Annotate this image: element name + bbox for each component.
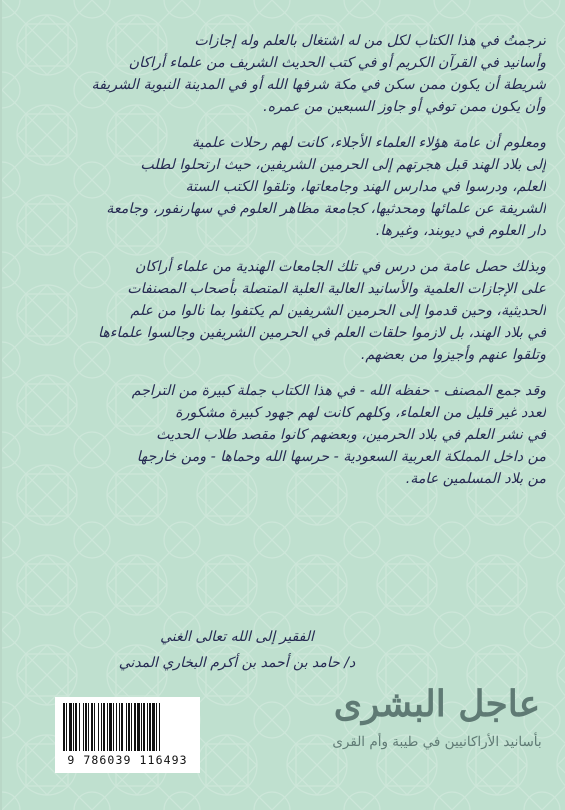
- text-line: وأن يكون ممن توفي أو جاوز السبعين من عمره.: [263, 99, 546, 115]
- text-line: إلى بلاد الهند قبل هجرتهم إلى الحرمين الشريفين، حيث ارتحلوا لطلب: [140, 157, 546, 173]
- text-line: الشريفة عن علمائها ومحدثيها، كجامعة مظاهر العلوم في سهارنفور، وجامعة: [106, 201, 546, 217]
- barcode-bars: [61, 703, 194, 751]
- signature-line-2: د/ حامد بن أحمد بن أكرم البخاري المدني: [118, 655, 356, 671]
- paragraph-2: [86, 132, 546, 242]
- text-line: على الإجازات العلمية والأسانيد العالية العلية المتصلة بأصحاب المصنفات: [127, 281, 546, 297]
- text-line: وأسانيد في القرآن الكريم أو في كتب الحديث الشريف من علماء أراكان: [128, 55, 546, 71]
- isbn-barcode: [55, 697, 200, 773]
- text-line: في بلاد الهند، بل لازموا حلقات العلم في الحرمين الشريفين وجالسوا علماءها: [98, 325, 546, 341]
- paragraph-4: [86, 380, 546, 490]
- text-line: من بلاد المسلمين عامة.: [405, 471, 546, 487]
- text-line: وقد جمع المصنف - حفظه الله - في هذا الكتاب جملة كبيرة من التراجم: [131, 383, 546, 399]
- text-line: دار العلوم في ديوبند، وغيرها.: [375, 223, 546, 239]
- book-title-logo: [332, 680, 542, 780]
- text-line: من داخل المملكة العربية السعودية - حرسها الله وحماها - ومن خارجها: [136, 449, 546, 465]
- text-line: وتلقوا عنهم وأجيزوا من بعضهم.: [360, 347, 546, 363]
- text-line: الحديثية، وحين قدموا إلى الحرمين الشريفين لم يكتفوا بما نالوا من علم: [130, 303, 546, 319]
- signature-line-1: الفقير إلى الله تعالى الغني: [160, 629, 314, 645]
- paragraph-3: [86, 256, 546, 366]
- text-line: لعدد غير قليل من العلماء، وكلهم كانت لهم جهود كبيرة مشكورة: [175, 405, 546, 421]
- paragraph-1: [86, 30, 546, 118]
- handwritten-text: [86, 30, 546, 504]
- book-subtitle: بأسانيد الأراكانيين في طيبة وأم القرى: [332, 734, 542, 750]
- text-line: وبذلك حصل عامة من درس في تلك الجامعات الهندية من علماء أراكان: [135, 259, 546, 275]
- signature-block: [112, 624, 362, 676]
- isbn-number: 9 786039 116493: [67, 753, 188, 767]
- book-title: عاجل البشرى: [333, 683, 541, 725]
- text-line: ومعلوم أن عامة هؤلاء العلماء الأجلاء، كانت لهم رحلات علمية: [191, 135, 546, 151]
- text-line: في نشر العلم في بلاد الحرمين، وبعضهم كانوا مقصد طلاب الحديث: [156, 427, 546, 443]
- text-line: شريطة أن يكون ممن سكن في مكة شرفها الله أو في المدينة النبوية الشريفة: [91, 77, 546, 93]
- text-line: العلم، ودرسوا في مدارس الهند وجامعاتها، وتلقوا الكتب الستة: [185, 179, 546, 195]
- text-line: ترجمتُ في هذا الكتاب لكل من له اشتغال بالعلم وله إجازات: [194, 33, 546, 49]
